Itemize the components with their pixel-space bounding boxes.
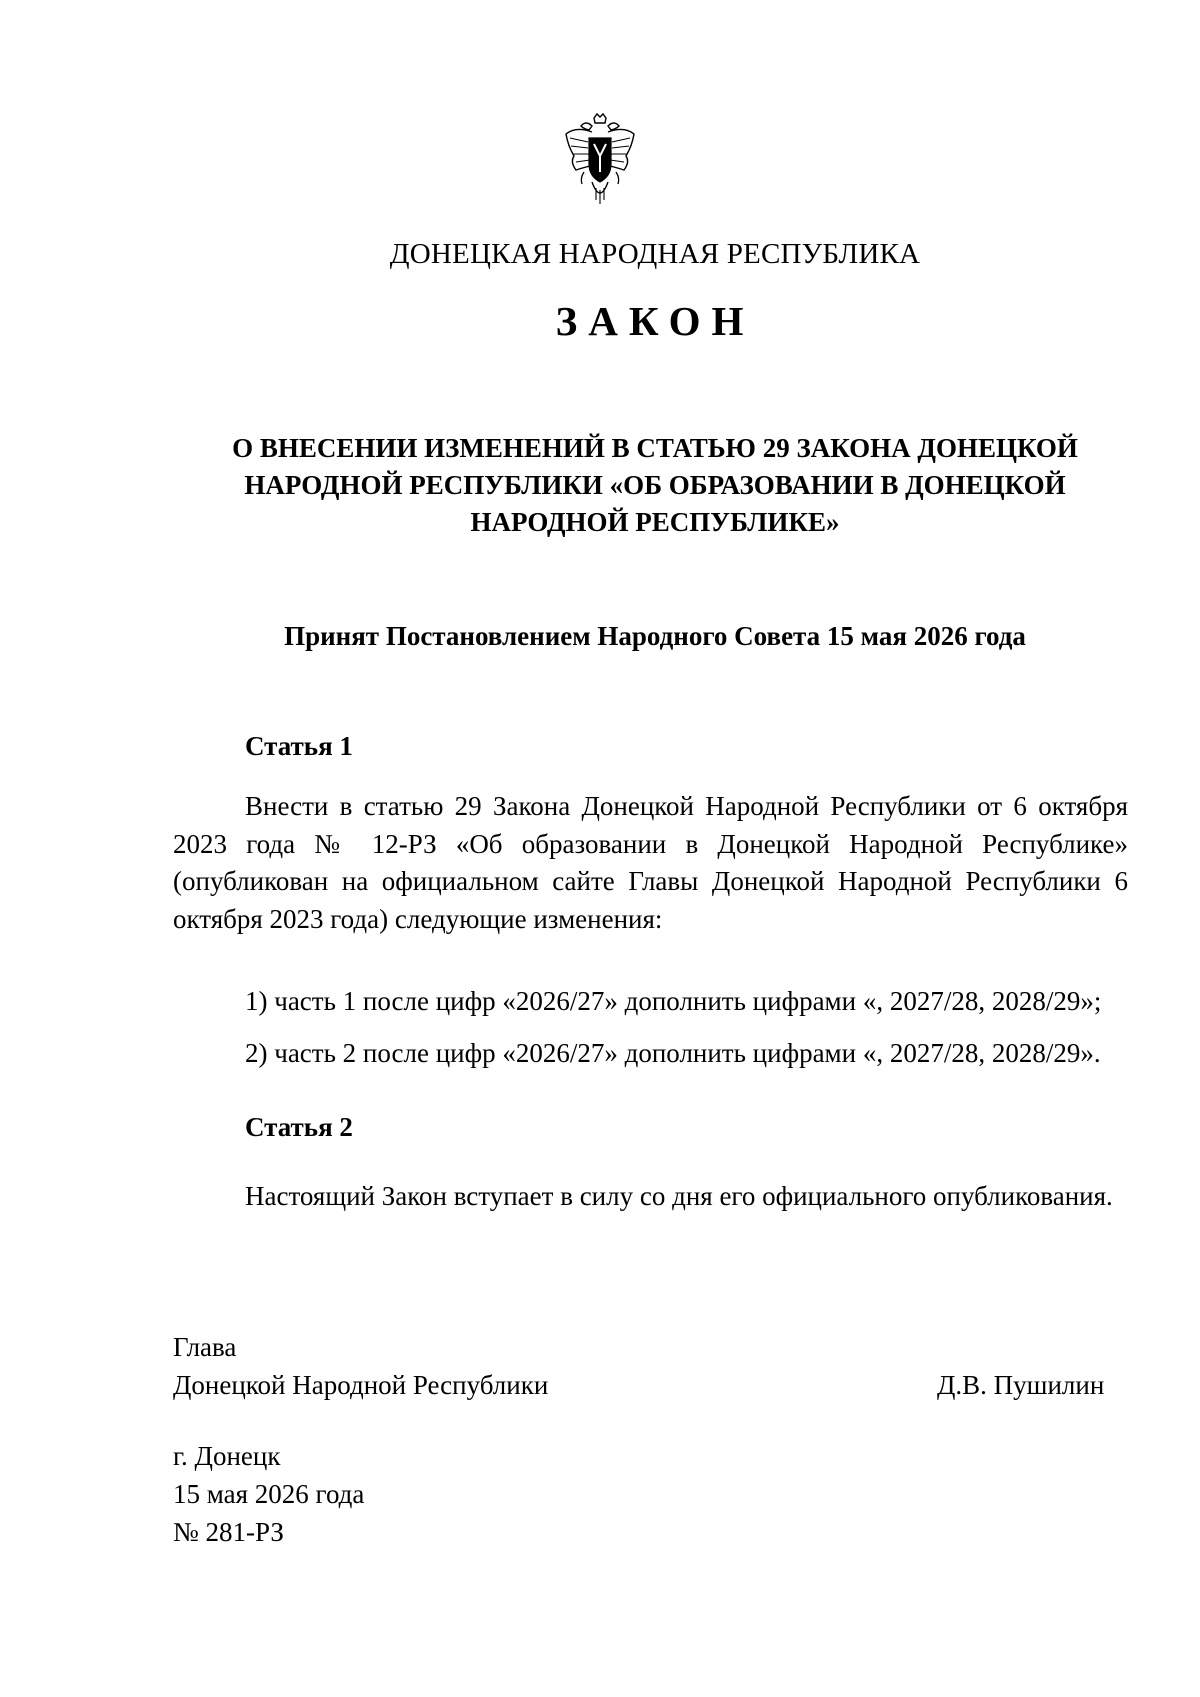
article-1-heading: Статья 1: [245, 731, 353, 761]
coat-of-arms-icon: [562, 112, 638, 208]
article-1-intro: Внести в статью 29 Закона Донецкой Народной Республики от 6 октября 2023 года № 12-РЗ «Об образовании в Донецкой Народной Республике» (опубликован на официальном сайте Главы Донецкой Народной Республики 6 октября 2023 года) следующие изменения:: [173, 791, 1128, 934]
article-2-heading: Статья 2: [245, 1112, 353, 1142]
issue-city: г. Донецк: [173, 1441, 281, 1471]
article-1-item-1: 1) часть 1 после цифр «2026/27» дополнить цифрами «, 2027/28, 2028/29»;: [245, 986, 1102, 1016]
law-number: № 281-РЗ: [173, 1517, 284, 1547]
issue-date: 15 мая 2026 года: [173, 1479, 365, 1509]
article-2-text: Настоящий Закон вступает в силу со дня его официального опубликования.: [245, 1181, 1113, 1211]
adoption-note: Принят Постановлением Народного Совета 15 мая 2026 года: [284, 621, 1026, 651]
signatory-name: Д.В. Пушилин: [937, 1370, 1105, 1400]
republic-name: ДОНЕЦКАЯ НАРОДНАЯ РЕСПУБЛИКА: [389, 238, 921, 270]
article-1-item-2: 2) часть 2 после цифр «2026/27» дополнить цифрами «, 2027/28, 2028/29».: [245, 1038, 1101, 1068]
law-title: О ВНЕСЕНИИ ИЗМЕНЕНИЙ В СТАТЬЮ 29 ЗАКОНА ДОНЕЦКОЙ НАРОДНОЙ РЕСПУБЛИКИ «ОБ ОБРАЗОВАНИИ В ДОНЕЦКОЙ НАРОДНОЙ РЕСПУБЛИКЕ»: [232, 433, 1078, 537]
signature-position-line-2: Донецкой Народной Республики: [173, 1370, 549, 1400]
document-type: ЗАКОН: [555, 298, 755, 344]
signature-position-line-1: Глава: [173, 1332, 237, 1362]
